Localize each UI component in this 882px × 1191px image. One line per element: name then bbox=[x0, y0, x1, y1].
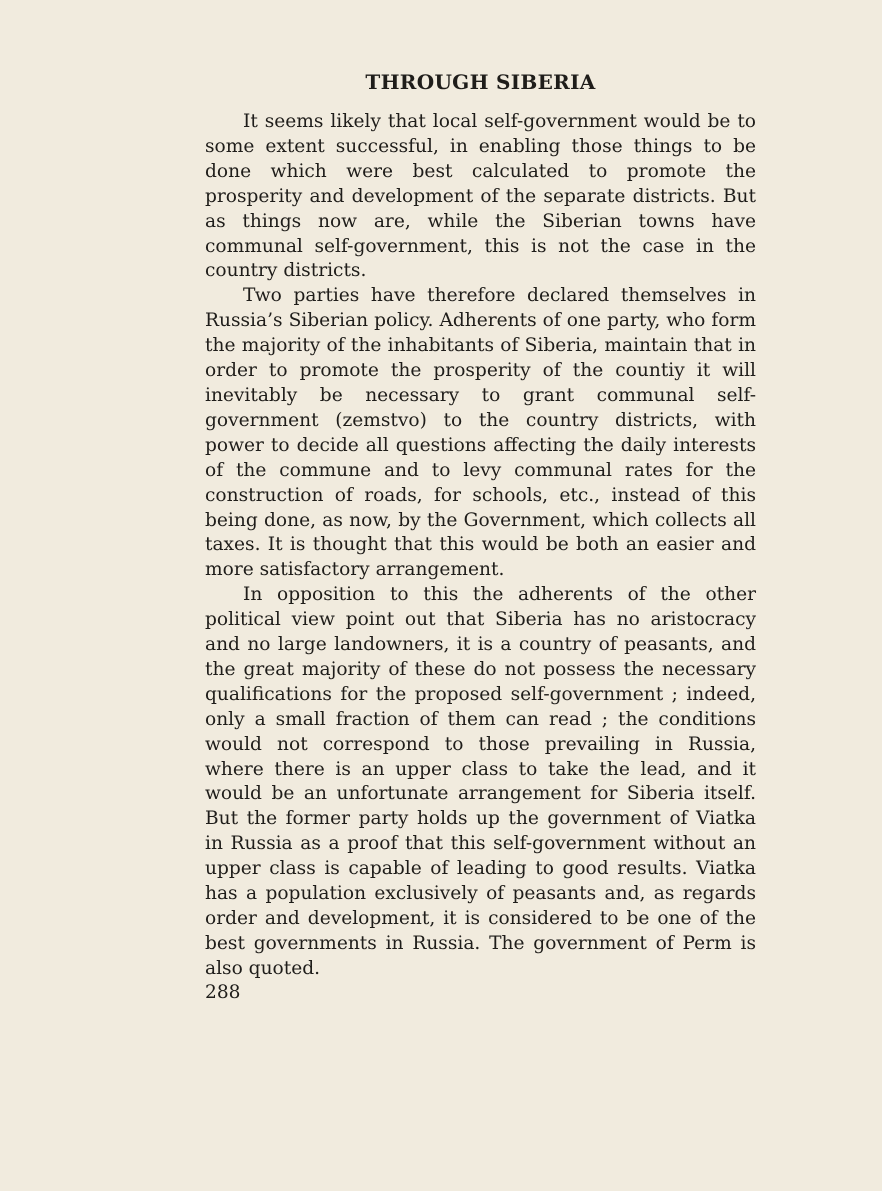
body-text bbox=[205, 110, 756, 982]
paragraph-3: In opposition to this the adherents of the other political view point out that Siberia has no aristocracy and no large landowners, it is a country of peasants, and the great majority of these do not possess the necessary qualifications for the proposed self-government ; indeed, only a small fraction of them can read ; the conditions would not correspond to those prevailing in Russia, where there is an upper class to take the lead, and it would be an unfortunate arrangement for Siberia itself. But the former party holds up the government of Viatka in Russia as a proof that this self-government without an upper class is capable of leading to good results. Viatka has a population exclusively of peasants and, as regards order and development, it is considered to be one of the best governments in Russia. The government of Perm is also quoted. bbox=[205, 584, 756, 979]
paragraph-1: It seems likely that local self-government would be to some extent successful, in enabling those things to be done which were best calculated to promote the prosperity and development of the separate districts. But as things now are, while the Siberian towns have communal self-government, this is not the case in the country districts. bbox=[205, 111, 756, 282]
paragraph-2: Two parties have therefore declared themselves in Russia’s Siberian policy. Adherents of one party, who form the majority of the inhabitants of Siberia, maintain that in order to promote the prosperity of the countiy it will inevitably be necessary to grant communal self-government (zemstvo) to the country districts, with power to decide all questions affecting the daily interests of the commune and to levy communal rates for the construction of roads, for schools, etc., instead of this being done, as now, by the Government, which collects all taxes. It is thought that this would be both an easier and more satisfactory arrangement. bbox=[205, 285, 756, 581]
running-head: THROUGH SIBERIA bbox=[365, 70, 596, 94]
page-number: 288 bbox=[205, 982, 241, 1003]
